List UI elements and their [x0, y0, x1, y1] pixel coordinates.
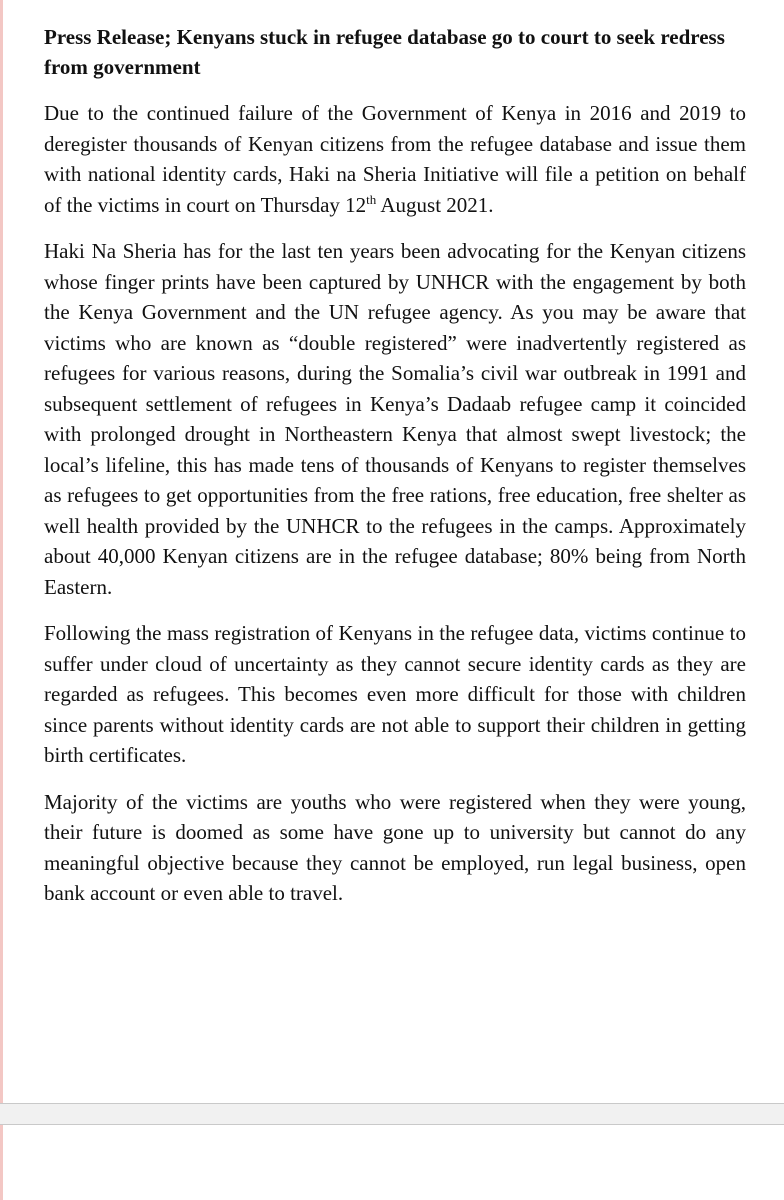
paragraph-intro-date: August 2021.	[376, 192, 494, 217]
paragraph-background: Haki Na Sheria has for the last ten years been advocating for the Kenyan citizens whose finger prints have been captured by UNHCR with the engagement by both the Kenya Government and the UN refugee agency. As you may be aware that victims who are known as “double registered” were inadvertently registered as refugees for various reasons, during the Somalia’s civil war outbreak in 1991 and subsequent settlement of refugees in Kenya’s Dadaab refugee camp it coincided with prolonged drought in Northeastern Kenya that almost swept livestock; the local’s lifeline, this has made tens of thousands of Kenyans to register themselves as refugees to get opportunities from the free rations, free education, free shelter as well health provided by the UNHCR to the refugees in the camps. Approximately about 40,000 Kenyan citizens are in the refugee database; 80% being from North Eastern.	[44, 239, 746, 599]
paragraph-consequences: Following the mass registration of Kenyans in the refugee data, victims continue to suffer under cloud of uncertainty as they cannot secure identity cards as they are regarded as refugees. This becomes even more difficult for those with children since parents without identity cards are not able to support their children in getting birth certificates.	[44, 621, 746, 767]
document-page	[44, 22, 746, 925]
page-left-edge	[0, 0, 3, 1200]
paragraph-intro	[44, 98, 746, 220]
press-release-title: Press Release; Kenyans stuck in refugee database go to court to seek redress from government	[44, 25, 725, 79]
date-ordinal-suffix: th	[366, 191, 377, 207]
page-separator	[0, 1103, 784, 1125]
paragraph-youth-impact: Majority of the victims are youths who were registered when they were young, their future is doomed as some have gone up to university but cannot do any meaningful objective because they cannot be employed, run legal business, open bank account or even able to travel.	[44, 789, 746, 905]
paragraph-intro-text: Due to the continued failure of the Government of Kenya in 2016 and 2019 to deregister thousands of Kenyan citizens from the refugee database and issue them with national identity cards, Haki na Sheria Initiative will file a petition on behalf of the victims in court on Thursday 12	[44, 101, 746, 217]
